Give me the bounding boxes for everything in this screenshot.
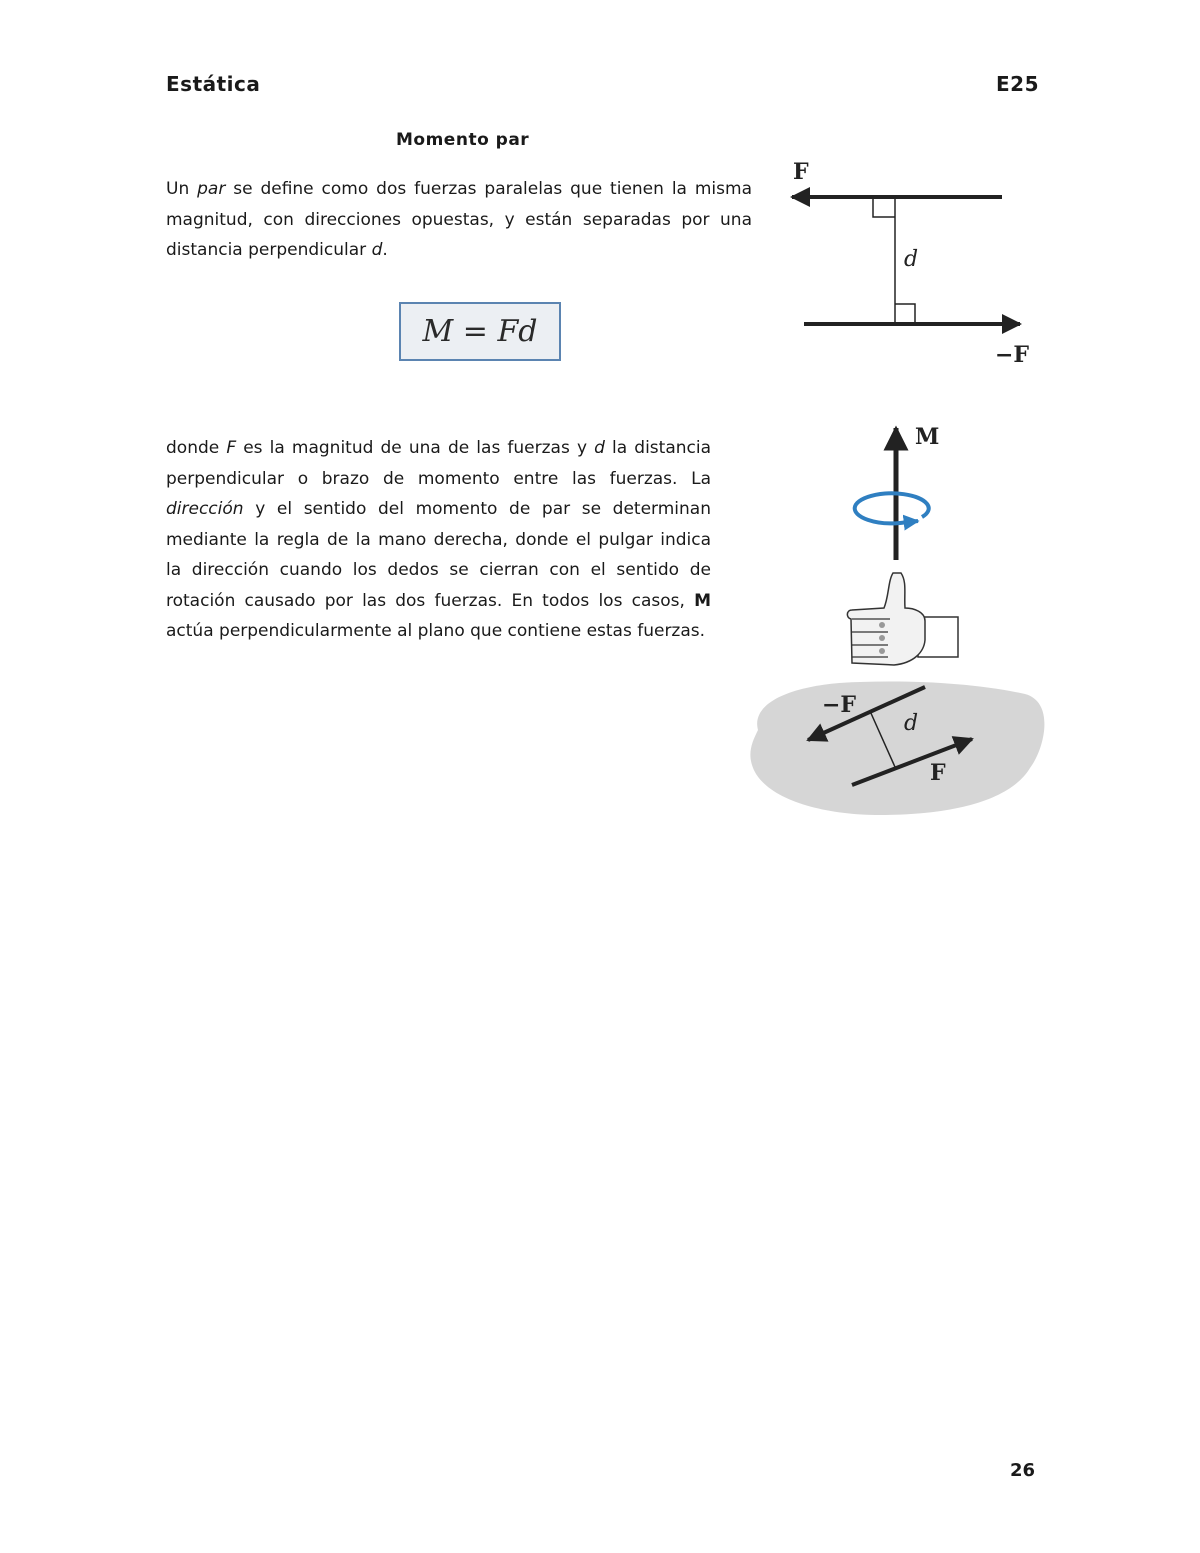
text-segment: Un (166, 179, 198, 199)
text-segment: la distancia perpendicular o brazo de momento entre las fuerzas. La (166, 438, 712, 489)
right-angle-mark-bottom (895, 304, 915, 322)
label-d: d (904, 711, 919, 736)
text-segment: y el sentido del momento de par se determinan mediante la regla de la mano derecha, donde el pulgar indica la dirección cuando los dedos se cierran con el sentido de rotación causado por las dos fuerzas. En todos los casos, (166, 499, 711, 611)
label-F: F (930, 760, 946, 786)
term-direccion: dirección (166, 499, 244, 519)
label-F: F (793, 159, 809, 185)
text-segment: donde (166, 438, 227, 458)
label-d: d (904, 247, 919, 272)
var-d: d (371, 240, 383, 260)
var-F: F (226, 438, 237, 458)
term-par: par (197, 179, 226, 199)
couple-forces-diagram (792, 159, 1029, 368)
right-angle-mark-top (873, 199, 895, 217)
text-segment: actúa perpendicularmente al plano que contiene estas fuerzas. (166, 621, 706, 641)
var-M: M (694, 590, 711, 611)
label-M: M (915, 424, 940, 450)
formula-box: M = Fd (399, 302, 561, 361)
text-segment: se define como dos fuerzas paralelas que tienen la misma magnitud, con direcciones opuestas, y están separadas por una distancia perpendicular (166, 179, 752, 260)
section-title: Momento par (396, 130, 530, 150)
thumbs-up-hand-icon (847, 573, 958, 665)
label-negF: −F (822, 692, 857, 718)
page-number: 26 (1010, 1460, 1036, 1481)
rotation-arrow-icon (855, 493, 929, 523)
text-segment: es la magnitud de una de las fuerzas y (236, 438, 595, 458)
running-header-title: Estática (166, 72, 261, 96)
running-header-code: E25 (996, 72, 1039, 96)
label-negF: −F (995, 342, 1030, 368)
right-hand-rule-diagram (750, 424, 1044, 815)
var-d: d (594, 438, 605, 458)
text-segment: . (382, 240, 388, 260)
